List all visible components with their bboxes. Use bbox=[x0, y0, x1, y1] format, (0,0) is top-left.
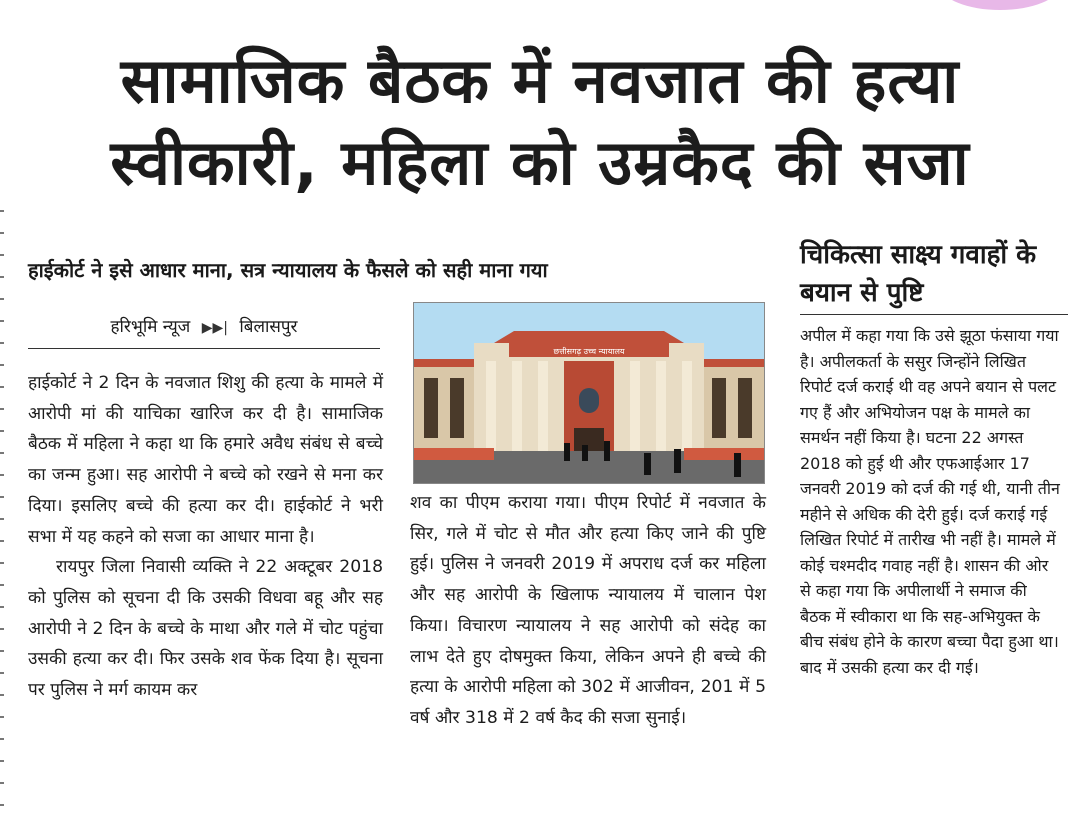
byline bbox=[28, 315, 380, 349]
fast-forward-icon: ▶▶| bbox=[201, 320, 228, 336]
high-court-photo bbox=[413, 302, 765, 484]
article-paragraph: रायपुर जिला निवासी व्यक्ति ने 22 अक्टूबर 2018 को पुलिस को सूचना दी कि उसकी विधवा बहू और सह आरोपी ने 2 दिन के बच्चे के माथा और गले में चोट पहुंचा उसकी हत्या कर दी। फिर उसके शव फेंक दिया है। सूचना पर पुलिस ने मर्ग कायम कर bbox=[28, 557, 383, 701]
article-paragraph: शव का पीएम कराया गया। पीएम रिपोर्ट में नवजात के सिर, गले में चोट से मौत और हत्या किए जाने की पुष्टि हुई। पुलिस ने जनवरी 2019 में अपराध दर्ज कर महिला और सह आरोपी के खिलाफ न्यायालय में चालान पेश किया। विचारण न्यायालय ने सह आरोपी को संदेह का लाभ देते हुए दोषमुक्त किया, लेकिन अपने ही बच्चे की हत्या के आरोपी महिला को 302 में आजीवन, 201 में 5 वर्ष और 318 में 2 वर्ष कैद की सजा सुनाई। bbox=[410, 493, 766, 728]
court-building-image bbox=[414, 303, 764, 483]
byline-city: बिलासपुर bbox=[239, 317, 298, 337]
sidebar-body: अपील में कहा गया कि उसे झूठा फंसाया गया है। अपीलकर्ता के ससुर जिन्होंने लिखित रिपोर्ट दर्ज कराई थी वह अपने बयान से पलट गए हैं और अभियोजन पक्ष के मामले का समर्थन नहीं किया है। घटना 22 अगस्त 2018 को हुई थी और एफआईआर 17 जनवरी 2019 को दर्ज की गई थी, यानी तीन महीने से अधिक की देरी हुई। दर्ज कराई गई लिखित रिपोर्ट में तारीख भी नहीं है। मामले में कोई चश्मदीद गवाह नहीं है। शासन की ओर से कहा गया कि अपीलार्थी ने समाज की बैठक में स्वीकारा था कि सह-अभियुक्त के बीच संबंध होने के कारण बच्चा पैदा हुआ था। बाद में उसकी हत्या कर दी गई। bbox=[800, 326, 1060, 677]
byline-source: हरिभूमि न्यूज bbox=[110, 317, 191, 337]
page-edge-marks bbox=[0, 210, 4, 810]
article-column-1 bbox=[28, 368, 383, 706]
article-paragraph: हाईकोर्ट ने 2 दिन के नवजात शिशु की हत्या के मामले में आरोपी मां की याचिका खारिज कर दी है। सामाजिक बैठक में महिला ने कहा था कि हमारे अवैध संबंध से बच्चे का जन्म हुआ। सह आरोपी ने बच्चे को रखने से मना कर दिया। इसलिए बच्चे की हत्या कर दी। हाईकोर्ट ने भरी सभा में यह कहने को सजा का आधार माना है। bbox=[28, 373, 383, 547]
headline: सामाजिक बैठक में नवजात की हत्या स्वीकारी, महिला को उम्रकैद की सजा bbox=[110, 44, 970, 199]
sidebar-heading: चिकित्सा साक्ष्य गवाहों के बयान से पुष्टि bbox=[800, 236, 1068, 315]
article-column-2 bbox=[410, 488, 766, 734]
subheadline: हाईकोर्ट ने इसे आधार माना, सत्र न्यायालय के फैसले को सही माना गया bbox=[28, 258, 548, 282]
court-banner-text: छत्तीसगढ़ उच्च न्यायालय bbox=[553, 347, 625, 356]
corner-decoration bbox=[940, 0, 1060, 10]
